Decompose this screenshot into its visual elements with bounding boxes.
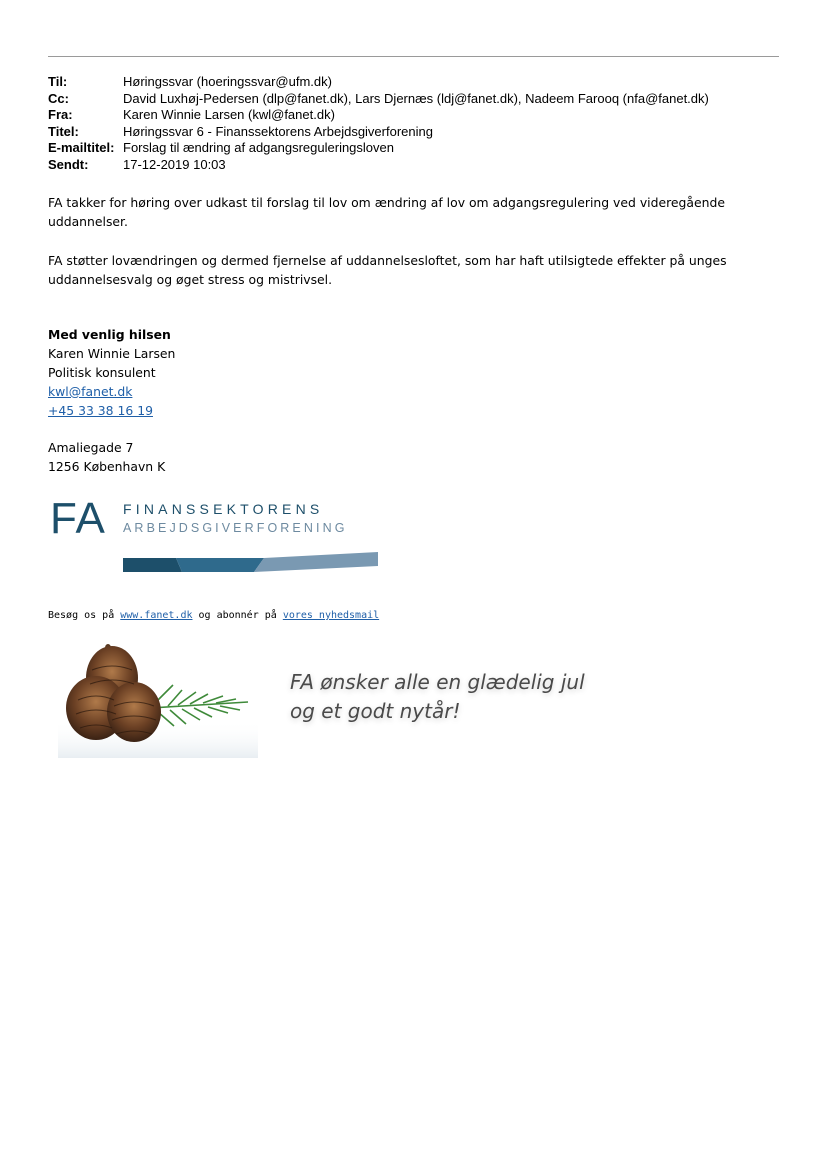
to-value: Høringssvar (hoeringssvar@ufm.dk) (123, 74, 332, 89)
visit-prefix: Besøg os på (48, 610, 121, 621)
header-row-title (48, 124, 709, 141)
subject-label: E-mailtitel: (48, 140, 115, 156)
holiday-greeting (290, 668, 585, 726)
address-street: Amaliegade 7 (48, 440, 134, 455)
signature-email-link[interactable]: kwl@fanet.dk (48, 384, 133, 399)
website-link[interactable]: www.fanet.dk (120, 610, 193, 621)
header-row-cc (48, 91, 709, 108)
title-label: Titel: (48, 123, 79, 139)
address (48, 438, 165, 476)
title-value: Høringssvar 6 - Finanssektorens Arbejdsgiverforening (123, 123, 433, 139)
logo-stripe-dark (123, 558, 182, 572)
fa-logo (48, 494, 388, 580)
to-label: Til: (48, 74, 68, 89)
cc-value: David Luxhøj-Pedersen (dlp@fanet.dk), Lars Djernæs (ldj@fanet.dk), Nadeem Farooq (nfa@fanet.dk) (123, 90, 709, 106)
from-label: Fra: (48, 107, 73, 123)
logo-line-1: FINANSSEKTORENS (123, 501, 324, 517)
greeting-line-2: og et godt nytår! (290, 699, 461, 723)
header-divider (48, 56, 779, 57)
address-city: 1256 København K (48, 459, 166, 474)
body-paragraph-1: FA takker for høring over udkast til forslag til lov om ændring af lov om adgangsregulering ved videregående uddannelser. (48, 195, 725, 229)
email-body (48, 193, 748, 309)
logo-stripe-mid (176, 558, 264, 572)
signature (48, 325, 175, 420)
visit-middle: og abonnér på (192, 610, 283, 621)
from-value: Karen Winnie Larsen (kwl@fanet.dk) (123, 107, 335, 123)
signature-greeting: Med venlig hilsen (48, 327, 171, 342)
header-row-to (48, 74, 709, 91)
signature-role: Politisk konsulent (48, 365, 156, 380)
logo-mark: FA (50, 494, 106, 543)
greeting-line-1: FA ønsker alle en glædelig jul (290, 670, 585, 694)
visit-line (48, 609, 379, 623)
pinecone-branch-icon (58, 640, 258, 758)
cc-label: Cc: (48, 90, 69, 106)
newsletter-link[interactable]: vores nyhedsmail (282, 610, 380, 621)
subject-value: Forslag til ændring af adgangsreguleringsloven (123, 140, 394, 156)
header-row-subject (48, 140, 709, 157)
sent-value: 17-12-2019 10:03 (123, 156, 226, 172)
body-paragraph-2: FA støtter lovændringen og dermed fjernelse af uddannelsesloftet, som har haft utilsigtede effekter på unges uddannelsesvalg og øget stress og mistrivsel. (48, 253, 727, 287)
signature-name: Karen Winnie Larsen (48, 346, 176, 361)
signature-phone-link[interactable]: +45 33 38 16 19 (48, 403, 153, 418)
email-header (48, 74, 709, 174)
header-row-from (48, 107, 709, 124)
logo-stripe-light (254, 552, 378, 572)
logo-line-2: ARBEJDSGIVERFORENING (123, 521, 348, 535)
sent-label: Sendt: (48, 156, 89, 172)
header-row-sent (48, 157, 709, 174)
